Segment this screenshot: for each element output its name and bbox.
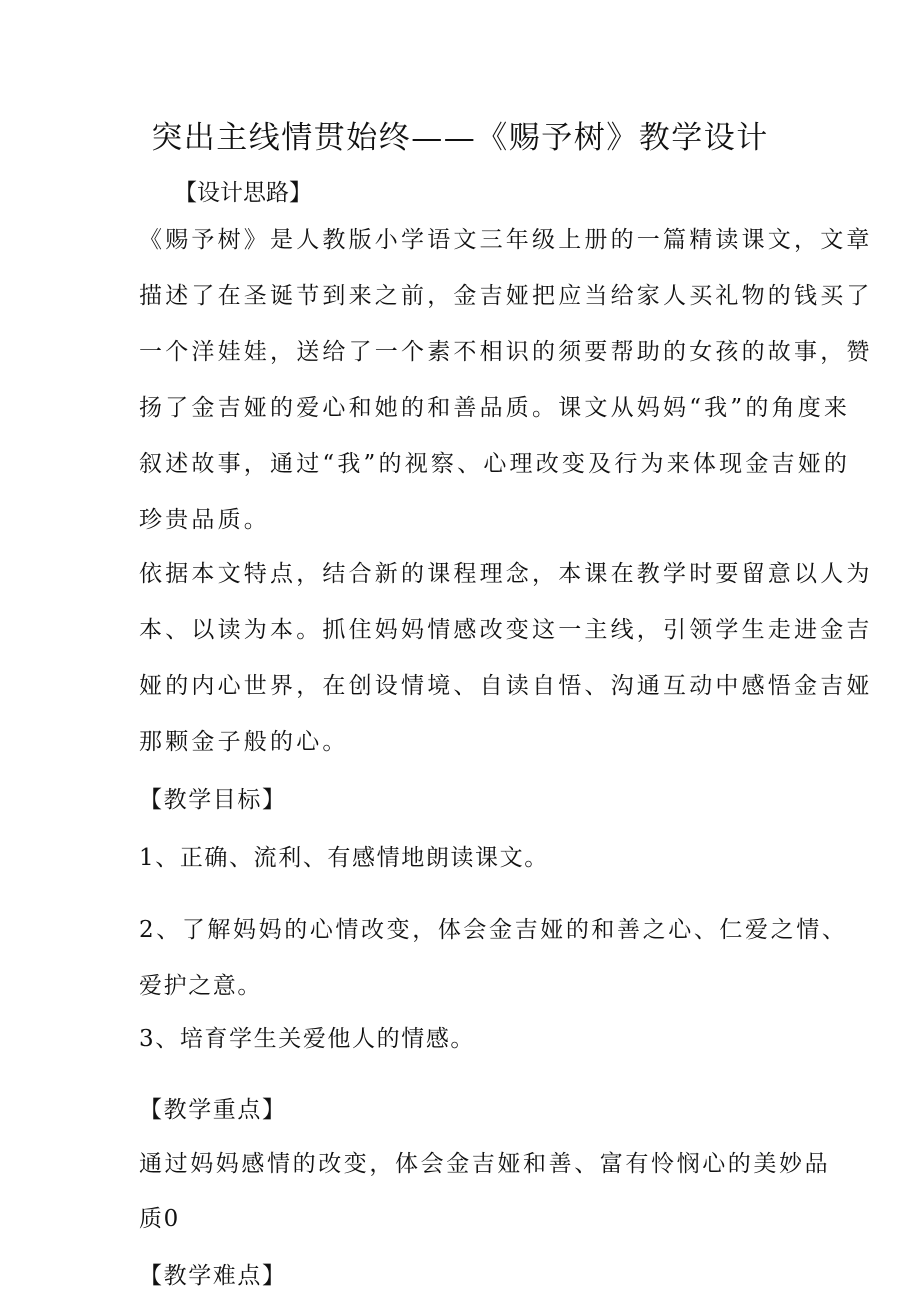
paragraph-line: 描述了在圣诞节到来之前，金吉娅把应当给家人买礼物的钱买了 — [139, 283, 873, 309]
paragraph-line: 珍贵品质。 — [139, 507, 270, 533]
difficulties-heading: 【教学难点】 — [139, 1263, 287, 1289]
paragraph-line: 那颗金子般的心。 — [139, 729, 349, 755]
design-ideas-heading: 【设计思路】 — [174, 180, 312, 206]
goal-item-2-line: 爱护之意。 — [139, 973, 262, 999]
key-points-line: 通过妈妈感情的改变，体会金吉娅和善、富有怜悯心的美妙品 — [139, 1151, 831, 1177]
paragraph-line: 本、以读为本。抓住妈妈情感改变这一主线，引领学生走进金吉 — [139, 617, 873, 643]
goal-item-1: 1、正确、流利、有感情地朗读课文。 — [139, 845, 549, 871]
goal-item-3: 3、培育学生关爱他人的情感。 — [139, 1026, 476, 1052]
paragraph-line: 一个洋娃娃，送给了一个素不相识的须要帮助的女孩的故事，赞 — [139, 339, 873, 365]
goals-heading: 【教学目标】 — [139, 787, 287, 813]
paragraph-line: 依据本文特点，结合新的课程理念，本课在教学时要留意以人为 — [139, 561, 873, 587]
paragraph-line: 扬了金吉娅的爱心和她的和善品质。课文从妈妈“我”的角度来 — [139, 395, 851, 421]
paragraph-line: 《赐予树》是人教版小学语文三年级上册的一篇精读课文，文章 — [139, 227, 873, 253]
key-points-heading: 【教学重点】 — [139, 1097, 287, 1123]
paragraph-line: 叙述故事，通过“我”的视察、心理改变及行为来体现金吉娅的 — [139, 451, 851, 477]
document-title: 突出主线情贯始终——《赐予树》教学设计 — [151, 120, 769, 156]
key-points-line: 质0 — [139, 1206, 180, 1232]
goal-item-2-line: 2、了解妈妈的心情改变，体会金吉娅的和善之心、仁爱之情、 — [139, 917, 848, 943]
paragraph-line: 娅的内心世界，在创设情境、自读自悟、沟通互动中感悟金吉娅 — [139, 673, 873, 699]
